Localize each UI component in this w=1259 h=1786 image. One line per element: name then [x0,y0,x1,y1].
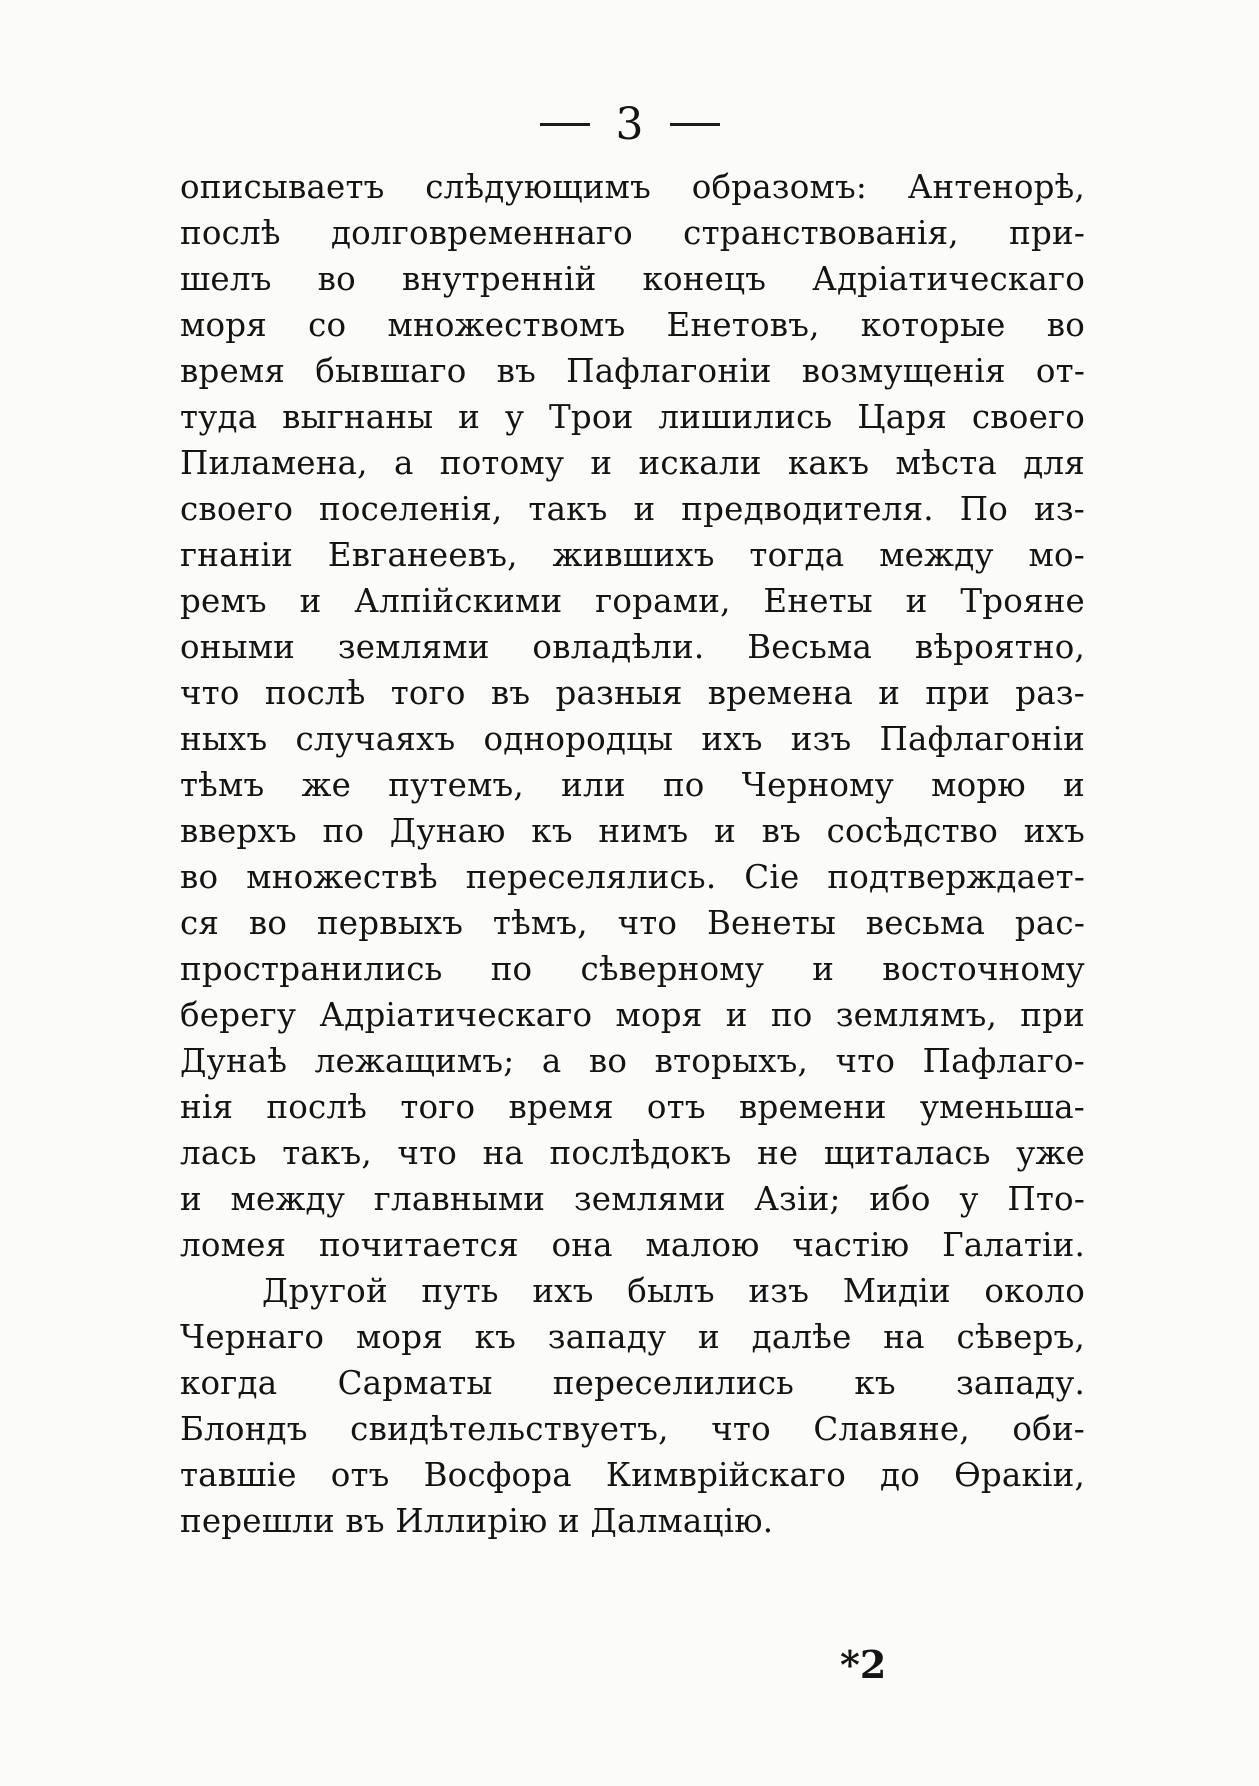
signature-mark: *2 [840,1642,887,1687]
text-line: ся во первыхъ тѣмъ, что Венеты весьма рас- [180,904,1085,942]
text-line: Дунаѣ лежащимъ; а во вторыхъ, что Пафлаго- [180,1042,1085,1080]
text-line: оными землями овладѣли. Весьма вѣроятно, [180,628,1085,666]
page-header [0,92,1259,155]
text-line: перешли въ Иллирію и Далмацію. [180,1502,774,1540]
header-dash-left [540,123,590,126]
header-dash-right [670,123,720,126]
text-line: берегу Адріатическаго моря и по землямъ, при [180,996,1085,1034]
text-line: туда выгнаны и у Трои лишились Царя своего [180,398,1085,436]
text-line: гнаніи Евганеевъ, жившихъ тогда между мо- [180,536,1085,574]
text-line: Другой путь ихъ былъ изъ Мидіи около [262,1272,1085,1310]
text-line: Пиламена, а потому и искали какъ мѣста для [180,444,1085,482]
text-line: описываетъ слѣдующимъ образомъ: Антенорѣ, [180,168,1085,206]
text-line: ломея почитается она малою частію Галатіи. [180,1226,1085,1264]
text-line: время бывшаго въ Пафлагоніи возмущенія от- [180,352,1085,390]
text-line: что послѣ того въ разныя времена и при раз- [180,674,1085,712]
text-line: Чернаго моря къ западу и далѣе на сѣверъ, [180,1318,1085,1356]
text-line: нія послѣ того время отъ времени уменьша- [180,1088,1085,1126]
text-line: когда Сарматы переселились къ западу. [180,1364,1085,1402]
text-line: ремъ и Алпійскими горами, Енеты и Трояне [180,582,1085,620]
text-line: во множествѣ переселялись. Сіе подтверждает- [180,858,1085,896]
text-line: и между главными землями Азіи; ибо у Пто- [180,1180,1085,1218]
text-line: шелъ во внутренній конецъ Адріатическаго [180,260,1085,298]
text-line: Блондъ свидѣтельствуетъ, что Славяне, оби- [180,1410,1085,1448]
text-line: тавшіе отъ Восфора Кимврійскаго до Ѳракіи, [180,1456,1085,1494]
text-line: ныхъ случаяхъ однородцы ихъ изъ Пафлагоніи [180,720,1085,758]
text-line: послѣ долговременнаго странствованія, при- [180,214,1085,252]
page-number: 3 [615,98,644,150]
text-line: тѣмъ же путемъ, или по Черному морю и [180,766,1085,804]
text-line: лась такъ, что на послѣдокъ не щиталась уже [180,1134,1085,1172]
text-line: своего поселенія, такъ и предводителя. По из- [180,490,1085,528]
text-line: вверхъ по Дунаю къ нимъ и въ сосѣдство ихъ [180,812,1085,850]
body-text [180,164,1085,1544]
text-line: пространились по сѣверному и восточному [180,950,1085,988]
text-line: моря со множествомъ Енетовъ, которые во [180,306,1085,344]
